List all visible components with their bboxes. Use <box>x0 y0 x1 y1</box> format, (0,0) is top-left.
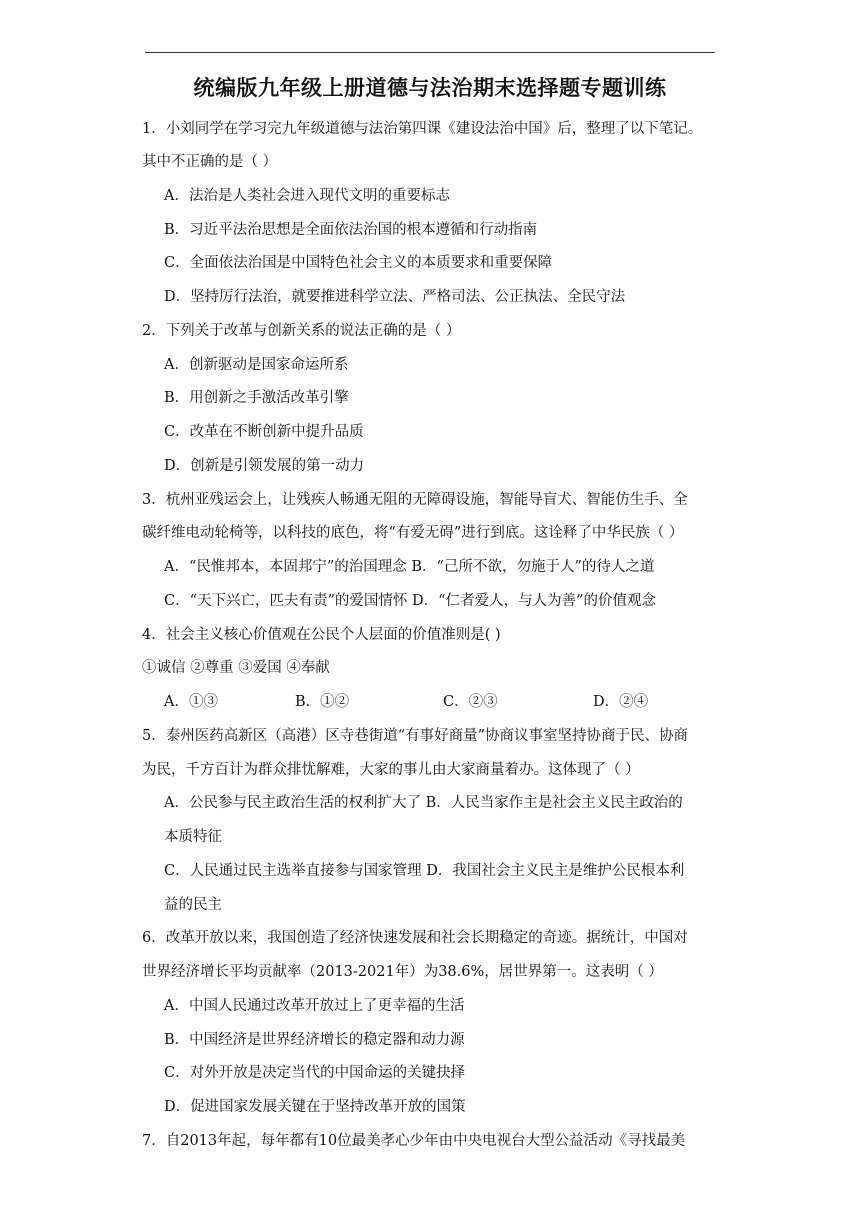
option-line: A．公民参与民主政治生活的权利扩大了 B．人民当家作主是社会主义民主政治的 <box>164 795 683 811</box>
question-text: 5．泰州医药高新区（高港）区寺巷街道“有事好商量”协商议事室坚持协商于民、协商 <box>142 728 689 744</box>
question-text: 2．下列关于改革与创新关系的说法正确的是（ ） <box>142 323 461 339</box>
option-line: A．“民惟邦本，本固邦宁”的治国理念 B．“己所不欲，勿施于人”的待人之道 <box>164 559 655 575</box>
option-line: 益的民主 <box>164 897 222 913</box>
page-title: 统编版九年级上册道德与法治期末选择题专题训练 <box>193 75 667 100</box>
option-line: D．促进国家发展关键在于坚持改革开放的国策 <box>164 1099 466 1115</box>
option-line: B．习近平法治思想是全面依法治国的根本遵循和行动指南 <box>164 222 538 238</box>
option-line: C．对外开放是决定当代的中国命运的关键抉择 <box>164 1065 466 1081</box>
option-line: C．“天下兴亡，匹夫有责”的爱国情怀 D．“仁者爱人，与人为善”的价值观念 <box>164 593 656 609</box>
option-line: A．中国人民通过改革开放过上了更幸福的生活 <box>164 998 465 1014</box>
question-text: 3．杭州亚残运会上，让残疾人畅通无阻的无障碍设施，智能导盲犬、智能仿生手、全 <box>142 492 688 508</box>
question-text: 6．改革开放以来，我国创造了经济快速发展和社会长期稳定的奇迹。据统计，中国对 <box>142 930 688 946</box>
option-b: B．①② <box>295 694 350 710</box>
option-line: C．人民通过民主选举直接参与国家管理 D．我国社会主义民主是维护公民根本利 <box>164 863 685 879</box>
question-text: 碳纤维电动轮椅等，以科技的底色，将“有爱无碍”进行到底。这诠释了中华民族（ ） <box>142 525 684 541</box>
question-text: 7．自2013年起，每年都有10位最美孝心少年由中央电视台大型公益活动《寻找最美 <box>142 1133 686 1149</box>
question-text: 4．社会主义核心价值观在公民个人层面的价值准则是( ) <box>142 627 501 643</box>
option-line: C．改革在不断创新中提升品质 <box>164 424 364 440</box>
top-rule <box>145 52 715 53</box>
option-line: A．法治是人类社会进入现代文明的重要标志 <box>164 188 450 204</box>
option-line: A．创新驱动是国家命运所系 <box>164 357 349 373</box>
question-text: 其中不正确的是（ ） <box>142 154 278 170</box>
question-text: 1．小刘同学在学习完九年级道德与法治第四课《建设法治中国》后，整理了以下笔记。 <box>142 121 703 137</box>
option-line: D．坚持厉行法治，就要推进科学立法、严格司法、公正执法、全民守法 <box>164 289 626 305</box>
option-c: C．②③ <box>443 694 498 710</box>
question-text: 世界经济增长平均贡献率（2013-2021年）为38.6%，居世界第一。这表明（ ） <box>142 964 663 980</box>
option-d: D．②④ <box>593 694 649 710</box>
option-line: 本质特征 <box>164 829 222 845</box>
option-line: D．创新是引领发展的第一动力 <box>164 458 365 474</box>
option-line: B．用创新之手激活改革引擎 <box>164 390 349 406</box>
option-a: A．①③ <box>164 694 218 710</box>
option-line: C．全面依法治国是中国特色社会主义的本质要求和重要保障 <box>164 255 553 271</box>
question-text: 为民，千方百计为群众排忧解难，大家的事儿由大家商量着办。这体现了（ ） <box>142 762 640 778</box>
choice-items: ①诚信 ②尊重 ③爱国 ④奉献 <box>142 660 330 676</box>
option-line: B．中国经济是世界经济增长的稳定器和动力源 <box>164 1032 465 1048</box>
